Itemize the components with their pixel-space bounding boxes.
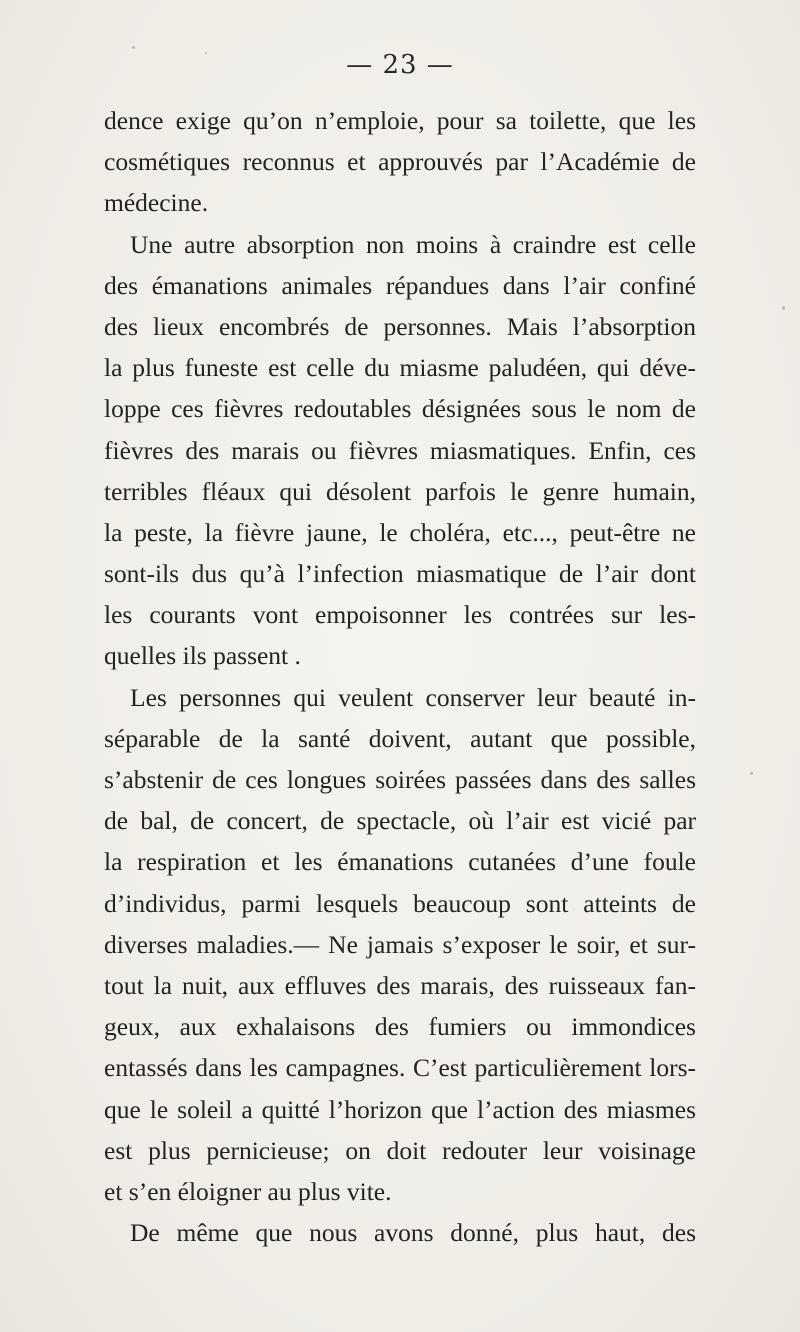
body-text bbox=[104, 100, 696, 1253]
text-line: médecine. bbox=[104, 188, 209, 218]
text-line: sont-ils dus qu’à l’infection miasmatique de l’air dont bbox=[104, 559, 696, 589]
text-line: loppe ces fièvres redoutables désignées sous le nom de bbox=[104, 394, 696, 424]
text-line: Les personnes qui veulent conserver leur beauté in- bbox=[130, 682, 696, 712]
text-line: des émanations animales répandues dans l’air confiné bbox=[104, 270, 696, 300]
text-line: la plus funeste est celle du miasme paludéen, qui déve- bbox=[104, 353, 696, 383]
text-line: les courants vont empoisonner les contrées sur les- bbox=[104, 600, 696, 630]
text-line: diverses maladies.— Ne jamais s’exposer le soir, et sur- bbox=[104, 929, 696, 959]
text-line: est plus pernicieuse; on doit redouter leur voisinage bbox=[104, 1135, 696, 1165]
paper-speck bbox=[132, 46, 135, 49]
text-line: que le soleil a quitté l’horizon que l’action des miasmes bbox=[104, 1094, 696, 1124]
page-number: — 23 — bbox=[346, 50, 454, 80]
text-line: s’abstenir de ces longues soirées passées dans des salles bbox=[104, 765, 696, 794]
text-line: cosmétiques reconnus et approuvés par l’Académie de bbox=[104, 147, 696, 177]
paper-speck bbox=[205, 52, 207, 54]
text-line: et s’en éloigner au plus vite. bbox=[104, 1176, 392, 1206]
text-line: Une autre absorption non moins à craindre est celle bbox=[130, 229, 696, 259]
text-line: terribles fléaux qui désolent parfois le genre humain, bbox=[104, 476, 696, 506]
text-line: la respiration et les émanations cutanées d’une foule bbox=[104, 847, 696, 877]
text-line: de bal, de concert, de spectacle, où l’air est vicié par bbox=[104, 806, 696, 836]
text-line: la peste, la fièvre jaune, le choléra, etc..., peut-être ne bbox=[104, 517, 696, 547]
text-line: entassés dans les campagnes. C’est particulièrement lors- bbox=[104, 1053, 696, 1083]
text-line: d’individus, parmi lesquels beaucoup sont atteints de bbox=[104, 888, 696, 918]
text-line: dence exige qu’on n’emploie, pour sa toilette, que les bbox=[104, 106, 696, 135]
text-line: De même que nous avons donné, plus haut, des bbox=[130, 1218, 696, 1248]
text-line: quelles ils passent . bbox=[104, 641, 301, 671]
text-line: séparable de la santé doivent, autant que possible, bbox=[104, 723, 696, 753]
paper-speck bbox=[750, 772, 753, 775]
paper-speck bbox=[782, 306, 785, 310]
text-line: tout la nuit, aux effluves des marais, des ruisseaux fan- bbox=[104, 970, 696, 1000]
text-line: des lieux encombrés de personnes. Mais l’absorption bbox=[104, 311, 696, 341]
text-line: geux, aux exhalaisons des fumiers ou immondices bbox=[104, 1012, 696, 1042]
text-line: fièvres des marais ou fièvres miasmatiques. Enfin, ces bbox=[104, 435, 696, 465]
